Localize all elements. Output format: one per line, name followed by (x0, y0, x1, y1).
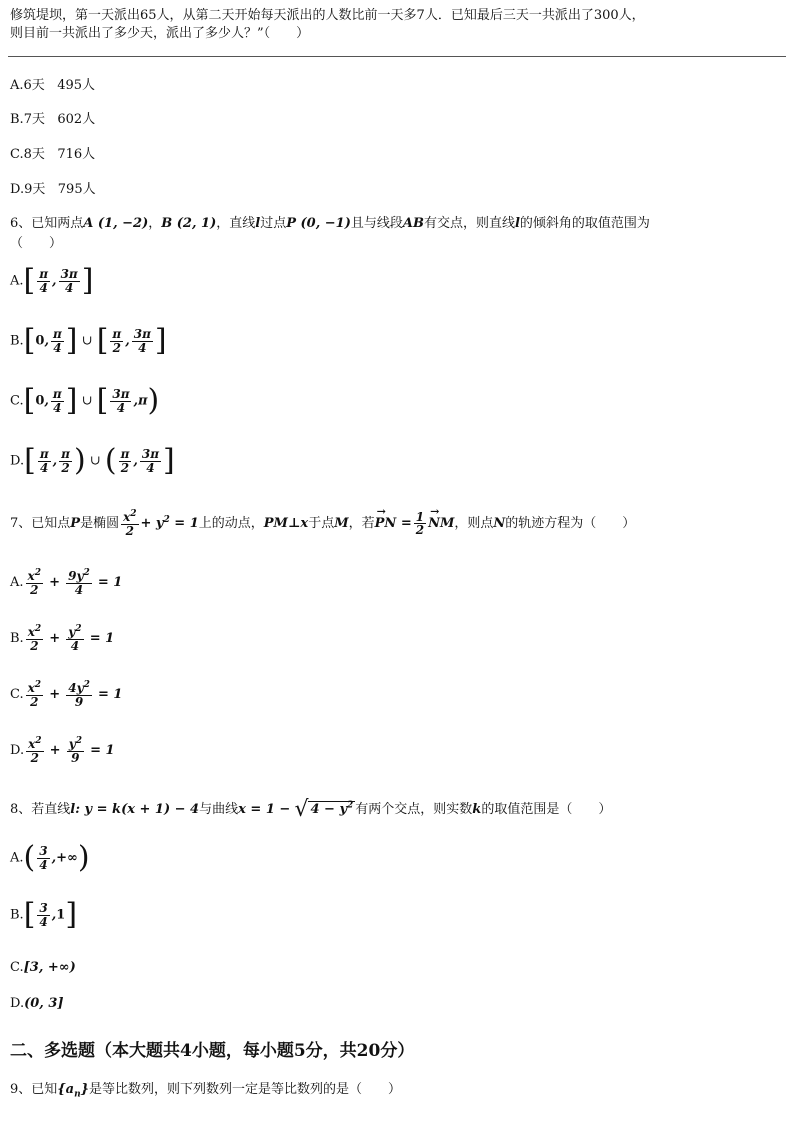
q5-option-b[interactable]: B.7天 602人 (10, 112, 96, 127)
q5-option-a[interactable]: A.6天 495人 (10, 78, 96, 93)
q5-option-d[interactable]: D.9天 795人 (10, 182, 96, 197)
sqrt-expression: √ $4 - y^2$ (294, 797, 354, 822)
q6-option-a[interactable]: A.[ $\frac{\pi}{4}$ , $\frac{3\pi}{4}$ ] (10, 263, 94, 298)
section-heading-multiple-choice: 二、多选题（本大题共4小题，每小题5分，共20分） (10, 1041, 415, 1061)
q8-option-a[interactable]: A.( $\frac{3}{4}$ ,+∞) (10, 840, 90, 875)
q5-stem-line2: 则目前一共派出了多少天，派出了多少人？”（ ） (10, 26, 310, 41)
q6-option-b[interactable]: B.[0, $\frac{\pi}{4}$ ] ∪ [ $\frac{\pi}{2}$ , $\frac{3\pi}{4}$ ] (10, 323, 167, 358)
q8-stem: 8、若直线l: y = k(x + 1) − 4与曲线x = 1 − √ $4 - y^2$ 有两个交点，则实数k的取值范围是（ ） (10, 797, 612, 822)
q7-option-d[interactable]: D. $\frac{x^2}{2}$ + $\frac{y^2}{9}$ = 1 (10, 736, 115, 765)
q5-option-c[interactable]: C.8天 716人 (10, 147, 96, 162)
q6-option-d[interactable]: D.[ $\frac{\pi}{4}$ , $\frac{\pi}{2}$ ) ∪ ( $\frac{\pi}{2}$ , $\frac{3\pi}{4}$ ] (10, 443, 175, 478)
q8-option-c[interactable]: C.[3, +∞) (10, 960, 76, 975)
q6-option-c[interactable]: C.[0, $\frac{\pi}{4}$ ] ∪ [ $\frac{3\pi}{4}$ ,π) (10, 383, 160, 418)
q8-option-b[interactable]: B.[ $\frac{3}{4}$ ,1] (10, 897, 78, 932)
q6-stem: 6、已知两点A (1, −2)，B (2, 1)，直线l过点P (0, −1)且与线段AB有交点，则直线l的倾斜角的取值范围为 (10, 216, 650, 231)
header-divider (8, 56, 786, 57)
q9-stem: 9、已知$\{a_n\}$是等比数列，则下列数列一定是等比数列的是（ ） (10, 1082, 402, 1100)
q7-option-a[interactable]: A. $\frac{x^2}{2}$ + $\frac{9y^2}{4}$ = 1 (10, 568, 123, 597)
q5-stem-line1: 修筑堤坝，第一天派出65人，从第二天开始每天派出的人数比前一天多7人．已知最后三天一共派出了300人， (10, 8, 645, 23)
q8-option-d[interactable]: D.(0, 3] (10, 996, 64, 1011)
q7-stem: 7、已知点P是椭圆 $\frac{x^2}{2}$ + $y^2 = 1$上的动点，PM⊥x于点M，若→ PN = $\frac{1}{2}$ → NM，则点N的轨迹方程为（ ） (10, 510, 635, 537)
q7-option-b[interactable]: B. $\frac{x^2}{2}$ + $\frac{y^2}{4}$ = 1 (10, 624, 115, 653)
q7-option-c[interactable]: C. $\frac{x^2}{2}$ + $\frac{4y^2}{9}$ = 1 (10, 680, 123, 709)
q6-paren: （ ） (10, 236, 63, 251)
